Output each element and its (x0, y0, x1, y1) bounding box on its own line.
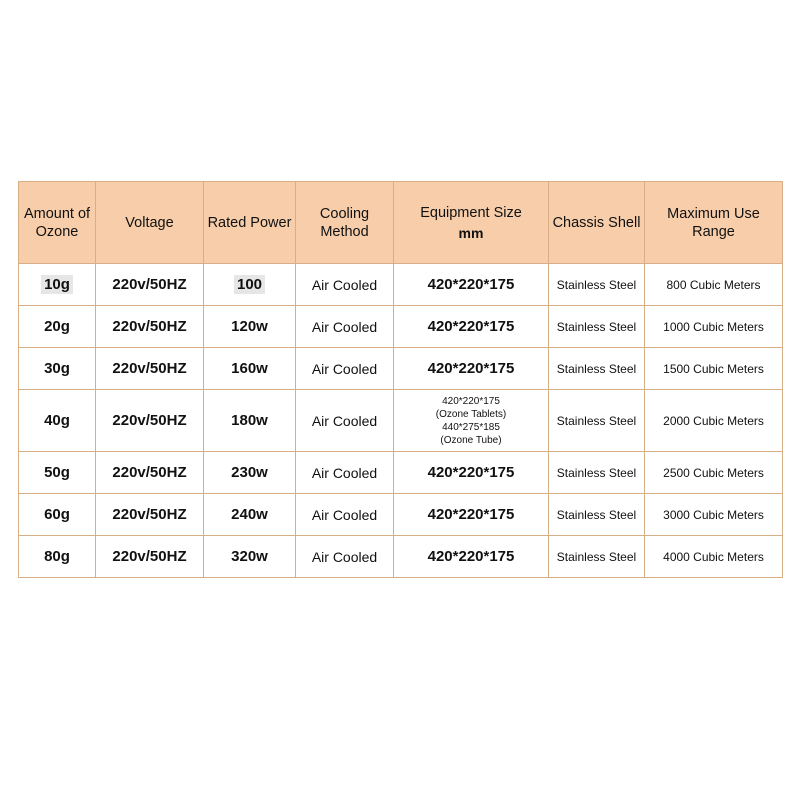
cell-size: 420*220*175 (394, 452, 549, 494)
cell-cooling: Air Cooled (296, 390, 394, 452)
header-amount: Amount of Ozone (19, 182, 96, 264)
cell-amount: 60g (19, 494, 96, 536)
cell-range: 2500 Cubic Meters (645, 452, 783, 494)
cell-cooling: Air Cooled (296, 264, 394, 306)
header-size (394, 182, 549, 264)
cell-shell: Stainless Steel (549, 348, 645, 390)
cell-power: 240w (204, 494, 296, 536)
cell-power: 230w (204, 452, 296, 494)
cell-shell: Stainless Steel (549, 390, 645, 452)
cell-voltage: 220v/50HZ (96, 264, 204, 306)
cell-voltage: 220v/50HZ (96, 494, 204, 536)
cell-power (204, 264, 296, 306)
cell-size: 420*220*175 (394, 494, 549, 536)
table-row (19, 452, 783, 494)
cell-size: 420*220*175 (394, 348, 549, 390)
cell-voltage: 220v/50HZ (96, 452, 204, 494)
header-cooling: Cooling Method (296, 182, 394, 264)
cell-range: 1500 Cubic Meters (645, 348, 783, 390)
cell-shell: Stainless Steel (549, 306, 645, 348)
cell-amount: 40g (19, 390, 96, 452)
table-row (19, 348, 783, 390)
cell-voltage: 220v/50HZ (96, 348, 204, 390)
cell-size: 420*220*175 (394, 264, 549, 306)
cell-range: 1000 Cubic Meters (645, 306, 783, 348)
cell-size: 420*220*175 (394, 536, 549, 578)
cell-power: 160w (204, 348, 296, 390)
cell-amount: 30g (19, 348, 96, 390)
cell-range: 3000 Cubic Meters (645, 494, 783, 536)
cell-voltage: 220v/50HZ (96, 536, 204, 578)
cell-shell: Stainless Steel (549, 494, 645, 536)
cell-shell: Stainless Steel (549, 536, 645, 578)
cell-amount: 50g (19, 452, 96, 494)
header-power: Rated Power (204, 182, 296, 264)
cell-amount: 80g (19, 536, 96, 578)
cell-range: 2000 Cubic Meters (645, 390, 783, 452)
cell-power-text: 100 (234, 275, 265, 294)
spec-table (18, 181, 783, 578)
header-row (19, 182, 783, 264)
table-row (19, 494, 783, 536)
cell-amount-text: 10g (41, 275, 73, 294)
cell-cooling: Air Cooled (296, 452, 394, 494)
table-row (19, 390, 783, 452)
cell-size (394, 390, 549, 452)
table-row (19, 264, 783, 306)
table-row (19, 536, 783, 578)
cell-power: 180w (204, 390, 296, 452)
header-shell: Chassis Shell (549, 182, 645, 264)
cell-cooling: Air Cooled (296, 306, 394, 348)
cell-voltage: 220v/50HZ (96, 306, 204, 348)
header-size-label: Equipment Size (420, 204, 522, 221)
cell-cooling: Air Cooled (296, 348, 394, 390)
cell-size: 420*220*175 (394, 306, 549, 348)
cell-size-line: 440*275*185 (442, 421, 500, 433)
header-voltage: Voltage (96, 182, 204, 264)
cell-voltage: 220v/50HZ (96, 390, 204, 452)
header-range: Maximum Use Range (645, 182, 783, 264)
cell-size-line: 420*220*175 (442, 395, 500, 407)
table-header (19, 182, 783, 264)
cell-power: 320w (204, 536, 296, 578)
cell-cooling: Air Cooled (296, 494, 394, 536)
cell-amount (19, 264, 96, 306)
cell-size-line: (Ozone Tablets) (435, 408, 507, 420)
cell-shell: Stainless Steel (549, 452, 645, 494)
header-size-unit: mm (458, 224, 484, 241)
cell-amount: 20g (19, 306, 96, 348)
table-body (19, 264, 783, 578)
table-row (19, 306, 783, 348)
cell-size-line: (Ozone Tube) (440, 434, 502, 446)
cell-range: 800 Cubic Meters (645, 264, 783, 306)
cell-power: 120w (204, 306, 296, 348)
cell-range: 4000 Cubic Meters (645, 536, 783, 578)
cell-shell: Stainless Steel (549, 264, 645, 306)
cell-cooling: Air Cooled (296, 536, 394, 578)
